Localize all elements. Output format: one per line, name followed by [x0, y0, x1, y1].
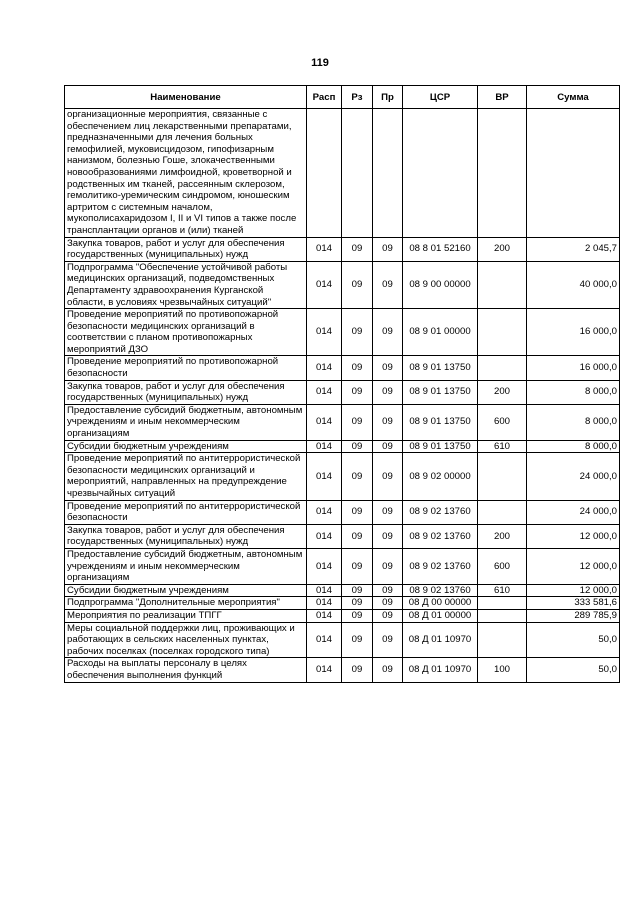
- cell-rz: 09: [342, 622, 373, 658]
- cell-rasp: 014: [307, 658, 342, 682]
- cell-name: Закупка товаров, работ и услуг для обеспечения государственных (муниципальных) нужд: [65, 380, 307, 404]
- cell-rz: 09: [342, 309, 373, 356]
- cell-rz: 09: [342, 524, 373, 548]
- cell-rasp: 014: [307, 622, 342, 658]
- cell-pr: 09: [373, 440, 403, 453]
- cell-vr: 600: [478, 404, 527, 440]
- cell-vr: 100: [478, 658, 527, 682]
- cell-sum: 333 581,6: [527, 597, 620, 610]
- cell-csr: 08 9 01 13750: [403, 380, 478, 404]
- table-row: [65, 237, 620, 261]
- cell-name: Меры социальной поддержки лиц, проживающих и работающих в сельских населенных пунктах, рабочих поселках (поселках городского типа): [65, 622, 307, 658]
- cell-rz: 09: [342, 658, 373, 682]
- header-vr: ВР: [478, 86, 527, 109]
- cell-rz: 09: [342, 500, 373, 524]
- cell-name: Проведение мероприятий по антитеррористической безопасности медицинских организаций и мероприятий, направленных на предупреждение чрезвычайных ситуаций: [65, 453, 307, 500]
- cell-vr: 200: [478, 237, 527, 261]
- cell-sum: 50,0: [527, 622, 620, 658]
- cell-name: Закупка товаров, работ и услуг для обеспечения государственных (муниципальных) нужд: [65, 524, 307, 548]
- header-csr: ЦСР: [403, 86, 478, 109]
- table-row: [65, 309, 620, 356]
- cell-sum: 24 000,0: [527, 500, 620, 524]
- cell-sum: 8 000,0: [527, 404, 620, 440]
- cell-name: Предоставление субсидий бюджетным, автономным учреждениям и иным некоммерческим организациям: [65, 404, 307, 440]
- page-number: 119: [311, 57, 329, 69]
- cell-name: Подпрограмма "Обеспечение устойчивой работы медицинских организаций, подведомственных Департаменту здравоохранения Курганской области, в условиях чрезвычайных ситуаций": [65, 261, 307, 308]
- cell-csr: 08 9 02 13760: [403, 584, 478, 597]
- cell-name: Проведение мероприятий по противопожарной безопасности медицинских организаций в соответствии с планом противопожарных мероприятий ДЗО: [65, 309, 307, 356]
- cell-name: Подпрограмма "Дополнительные мероприятия": [65, 597, 307, 610]
- cell-vr: [478, 622, 527, 658]
- cell-vr: [478, 109, 527, 238]
- cell-sum: 40 000,0: [527, 261, 620, 308]
- cell-sum: 289 785,9: [527, 609, 620, 622]
- table-row: [65, 453, 620, 500]
- table-row: [65, 658, 620, 682]
- cell-pr: 09: [373, 548, 403, 584]
- cell-pr: 09: [373, 584, 403, 597]
- cell-name: Предоставление субсидий бюджетным, автономным учреждениям и иным некоммерческим организациям: [65, 548, 307, 584]
- cell-pr: 09: [373, 404, 403, 440]
- cell-sum: [527, 109, 620, 238]
- cell-rz: 09: [342, 440, 373, 453]
- cell-rasp: 014: [307, 453, 342, 500]
- cell-pr: 09: [373, 309, 403, 356]
- cell-name: Расходы на выплаты персоналу в целях обеспечения выполнения функций: [65, 658, 307, 682]
- cell-vr: [478, 500, 527, 524]
- table-row: [65, 584, 620, 597]
- cell-sum: 2 045,7: [527, 237, 620, 261]
- header-name: Наименование: [65, 86, 307, 109]
- cell-rz: 09: [342, 237, 373, 261]
- cell-rz: 09: [342, 356, 373, 380]
- cell-rasp: 014: [307, 237, 342, 261]
- cell-rasp: 014: [307, 380, 342, 404]
- budget-table: [64, 85, 620, 683]
- table-header-row: [65, 86, 620, 109]
- cell-vr: [478, 453, 527, 500]
- cell-vr: 610: [478, 584, 527, 597]
- cell-pr: 09: [373, 237, 403, 261]
- cell-csr: 08 9 01 13750: [403, 356, 478, 380]
- cell-csr: 08 9 01 00000: [403, 309, 478, 356]
- cell-rz: 09: [342, 453, 373, 500]
- cell-sum: 50,0: [527, 658, 620, 682]
- cell-sum: 8 000,0: [527, 380, 620, 404]
- cell-vr: [478, 261, 527, 308]
- cell-rz: 09: [342, 548, 373, 584]
- cell-rz: [342, 109, 373, 238]
- header-sum: Сумма: [527, 86, 620, 109]
- cell-vr: 600: [478, 548, 527, 584]
- cell-pr: 09: [373, 609, 403, 622]
- cell-pr: 09: [373, 658, 403, 682]
- cell-pr: 09: [373, 453, 403, 500]
- cell-rasp: 014: [307, 356, 342, 380]
- cell-name: Закупка товаров, работ и услуг для обеспечения государственных (муниципальных) нужд: [65, 237, 307, 261]
- cell-vr: [478, 356, 527, 380]
- cell-csr: 08 9 01 13750: [403, 404, 478, 440]
- table-row: [65, 548, 620, 584]
- cell-pr: 09: [373, 500, 403, 524]
- table-row: [65, 404, 620, 440]
- cell-csr: 08 Д 01 00000: [403, 609, 478, 622]
- cell-pr: 09: [373, 380, 403, 404]
- table-row: [65, 622, 620, 658]
- cell-rz: 09: [342, 404, 373, 440]
- cell-rasp: [307, 109, 342, 238]
- cell-rasp: 014: [307, 261, 342, 308]
- cell-csr: 08 9 02 13760: [403, 524, 478, 548]
- cell-rz: 09: [342, 261, 373, 308]
- table-row: [65, 380, 620, 404]
- cell-rz: 09: [342, 380, 373, 404]
- header-rz: Рз: [342, 86, 373, 109]
- cell-csr: 08 Д 01 10970: [403, 658, 478, 682]
- cell-vr: [478, 309, 527, 356]
- table-row: [65, 500, 620, 524]
- cell-rasp: 014: [307, 500, 342, 524]
- cell-csr: 08 Д 01 10970: [403, 622, 478, 658]
- cell-csr: 08 9 00 00000: [403, 261, 478, 308]
- cell-rasp: 014: [307, 309, 342, 356]
- cell-rasp: 014: [307, 584, 342, 597]
- cell-name: организационные мероприятия, связанные с обеспечением лиц лекарственными препаратами, предназначенными для лечения больных гемофилией, муковисцидозом, гипофизарным нанизмом, болезнью Гоше, злокачественными новообразованиями лимфоидной, кроветворной и родственных им тканей, рассеянным склерозом, гемолитико-уремическим синдромом, юношеским артритом с системным началом, мукополисахаридозом I, II и VI типов а также после трансплантации органов и (или) тканей: [65, 109, 307, 238]
- cell-sum: 12 000,0: [527, 584, 620, 597]
- table-row: [65, 440, 620, 453]
- cell-csr: 08 9 02 13760: [403, 500, 478, 524]
- cell-rasp: 014: [307, 597, 342, 610]
- table-row: [65, 109, 620, 238]
- table-row: [65, 524, 620, 548]
- cell-rasp: 014: [307, 524, 342, 548]
- cell-csr: 08 8 01 52160: [403, 237, 478, 261]
- cell-vr: [478, 597, 527, 610]
- cell-vr: 200: [478, 524, 527, 548]
- cell-sum: 16 000,0: [527, 356, 620, 380]
- cell-pr: 09: [373, 261, 403, 308]
- cell-sum: 8 000,0: [527, 440, 620, 453]
- cell-sum: 16 000,0: [527, 309, 620, 356]
- cell-vr: 610: [478, 440, 527, 453]
- cell-pr: 09: [373, 622, 403, 658]
- cell-name: Проведение мероприятий по антитеррористической безопасности: [65, 500, 307, 524]
- cell-sum: 24 000,0: [527, 453, 620, 500]
- table-row: [65, 609, 620, 622]
- cell-name: Мероприятия по реализации ТПГГ: [65, 609, 307, 622]
- header-pr: Пр: [373, 86, 403, 109]
- cell-rasp: 014: [307, 609, 342, 622]
- cell-rz: 09: [342, 597, 373, 610]
- cell-rz: 09: [342, 609, 373, 622]
- table-body: [65, 109, 620, 683]
- cell-sum: 12 000,0: [527, 548, 620, 584]
- cell-vr: [478, 609, 527, 622]
- cell-csr: 08 Д 00 00000: [403, 597, 478, 610]
- cell-rasp: 014: [307, 440, 342, 453]
- cell-name: Субсидии бюджетным учреждениям: [65, 440, 307, 453]
- table-row: [65, 356, 620, 380]
- cell-rasp: 014: [307, 404, 342, 440]
- cell-vr: 200: [478, 380, 527, 404]
- cell-pr: 09: [373, 597, 403, 610]
- cell-csr: 08 9 02 00000: [403, 453, 478, 500]
- cell-pr: 09: [373, 524, 403, 548]
- cell-rz: 09: [342, 584, 373, 597]
- cell-sum: 12 000,0: [527, 524, 620, 548]
- cell-pr: [373, 109, 403, 238]
- cell-rasp: 014: [307, 548, 342, 584]
- table-row: [65, 597, 620, 610]
- table-row: [65, 261, 620, 308]
- cell-csr: 08 9 02 13760: [403, 548, 478, 584]
- cell-name: Субсидии бюджетным учреждениям: [65, 584, 307, 597]
- cell-name: Проведение мероприятий по противопожарной безопасности: [65, 356, 307, 380]
- cell-csr: [403, 109, 478, 238]
- cell-csr: 08 9 01 13750: [403, 440, 478, 453]
- cell-pr: 09: [373, 356, 403, 380]
- header-rasp: Расп: [307, 86, 342, 109]
